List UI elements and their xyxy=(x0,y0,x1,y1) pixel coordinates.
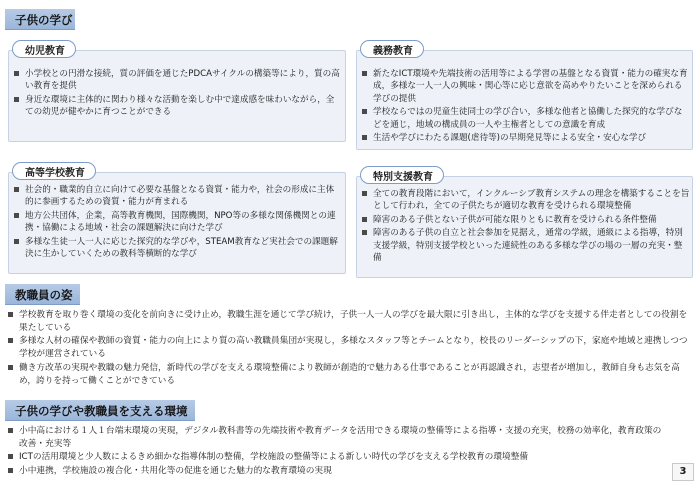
bullet-icon xyxy=(14,71,19,76)
bullet-icon xyxy=(362,71,367,76)
bullet-icon xyxy=(14,239,19,244)
bullet-icon xyxy=(14,97,19,102)
bullet-icon xyxy=(8,365,13,370)
list-item: ICTの活用環境と少人数によるきめ細かな指導体制の整備，学校施設の整備等による新しい時代の学びを支える学校教育の環境整備 xyxy=(8,451,668,464)
bullet-icon xyxy=(362,109,367,114)
section-heading-staff xyxy=(5,284,80,305)
list-item: 障害のある子供の自立と社会参加を見据え，通常の学級，通級による指導，特別支援学級，特別支援学校といった連続性のある多様な学びの場の一層の充実・整備 xyxy=(362,227,690,264)
kindergarten-label: 幼児教育 xyxy=(12,40,76,58)
compulsory-label: 義務教育 xyxy=(360,40,424,58)
list-item: 全ての教育段階において，インクルーシブ教育システムの理念を構築することを旨として行われ，全ての子供たちが適切な教育を受けられる環境整備 xyxy=(362,188,690,213)
list-item: 小中高における１人１台端末環境の実現，デジタル教科書等の先端技術や教育データを活用できる環境の整備等による指導・支援の充実，校務の効率化，教育政策の改善・充実等 xyxy=(8,425,668,450)
bullet-icon xyxy=(8,428,13,433)
section-title-children: 子供の学び xyxy=(15,13,73,27)
compulsory-list xyxy=(362,68,690,145)
bullet-icon xyxy=(8,312,13,317)
section-title-environment: 子供の学びや教職員を支える環境 xyxy=(15,404,188,418)
bullet-icon xyxy=(362,230,367,235)
staff-list xyxy=(8,309,694,388)
bullet-icon xyxy=(8,468,13,473)
list-item: 働き方改革の実現や教職の魅力発信，新時代の学びを支える環境整備により教師が創造的で魅力ある仕事であることが再認識され，志望者が増加し，教師自身も志気を高め，誇りを持って働くことができている xyxy=(8,362,694,387)
list-item: 多様な人材の確保や教師の資質・能力の向上により質の高い教職員集団が実現し，多様なスタッフ等とチームとなり，校長のリーダーシップの下，家庭や地域と連携しつつ学校が運営されている xyxy=(8,335,694,360)
bullet-icon xyxy=(362,135,367,140)
list-item: 小学校との円滑な接続，質の評価を通じたPDCAサイクルの構築等により，質の高い教育を提供 xyxy=(14,68,342,93)
high-school-label: 高等学校教育 xyxy=(12,162,96,180)
bullet-icon xyxy=(362,191,367,196)
special-needs-label: 特別支援教育 xyxy=(360,166,444,184)
list-item: 障害のある子供とない子供が可能な限りともに教育を受けられる条件整備 xyxy=(362,214,690,226)
bullet-icon xyxy=(14,213,19,218)
list-item: 学校ならではの児童生徒同士の学び合い，多様な他者と協働した探究的な学びなどを通じ，地域の構成員の一人や主権者としての意識を育成 xyxy=(362,106,690,131)
bullet-icon xyxy=(14,187,19,192)
section-heading-children xyxy=(5,9,75,30)
bullet-icon xyxy=(8,454,13,459)
list-item: 生活や学びにわたる課題(虐待等)の早期発見等による安全・安心な学び xyxy=(362,132,690,144)
section-title-staff: 教職員の姿 xyxy=(15,288,73,302)
page-number: 3 xyxy=(672,463,694,481)
kindergarten-list xyxy=(14,68,342,120)
list-item: 地方公共団体，企業，高等教育機関，国際機関，NPO等の多様な関係機関との連携・協働による地域・社会の課題解決に向けた学び xyxy=(14,210,342,235)
special-needs-list xyxy=(362,188,690,265)
list-item: 身近な環境に主体的に関わり様々な活動を楽しむ中で達成感を味わいながら，全ての幼児が健やかに育つことができる xyxy=(14,94,342,119)
high-school-list xyxy=(14,184,342,261)
list-item: 多様な生徒一人一人に応じた探究的な学びや，STEAM教育など実社会での課題解決に生かしていくための教科等横断的な学び xyxy=(14,236,342,261)
list-item: 学校教育を取り巻く環境の変化を前向きに受け止め，教職生涯を通じて学び続け，子供一人一人の学びを最大限に引き出し，主体的な学びを支援する伴走者としての役割を果たしている xyxy=(8,309,694,334)
bullet-icon xyxy=(362,217,367,222)
list-item: 社会的・職業的自立に向けて必要な基盤となる資質・能力や，社会の形成に主体的に参画するための資質・能力が育まれる xyxy=(14,184,342,209)
environment-list xyxy=(8,425,668,479)
bullet-icon xyxy=(8,338,13,343)
list-item: 小中連携，学校施設の複合化・共用化等の促進を通じた魅力的な教育環境の実現 xyxy=(8,465,668,478)
section-heading-environment xyxy=(5,400,195,421)
list-item: 新たなICT環境や先端技術の活用等による学習の基盤となる資質・能力の確実な育成，多様な一人一人の興味・関心等に応じ意欲を高めやりたいことを深められる学びの提供 xyxy=(362,68,690,105)
